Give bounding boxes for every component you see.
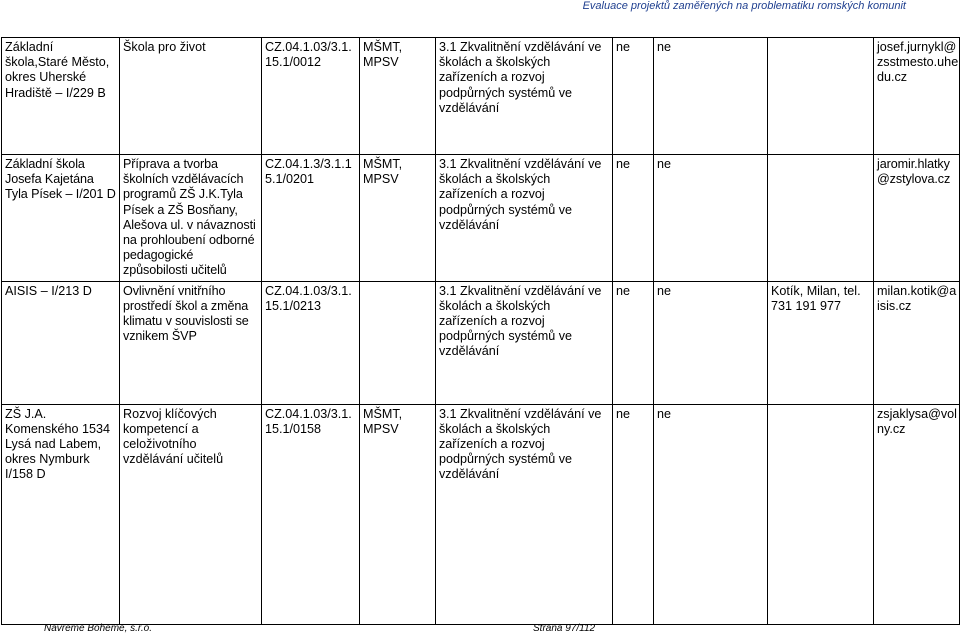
ministry-cell: MŠMT, MPSV: [360, 404, 436, 624]
project-cell: Příprava a tvorba školních vzdělávacích programů ZŠ J.K.Tyla Písek a ZŠ Bosňany, Alešova ul. v návaznosti na prohloubení odborné pedagogické způsobilosti učitelů: [120, 155, 262, 282]
ministry-cell: [360, 281, 436, 404]
measure-cell: 3.1 Zkvalitnění vzdělávání ve školách a školských zařízeních a rozvoj podpůrných systémů ve vzdělávání: [436, 38, 613, 155]
contact-cell: [768, 155, 874, 282]
ministry-cell: MŠMT, MPSV: [360, 38, 436, 155]
project-cell: Rozvoj klíčových kompetencí a celoživotního vzdělávání učitelů: [120, 404, 262, 624]
table-row: [2, 404, 960, 624]
table-row: [2, 38, 960, 155]
contact-cell: [768, 404, 874, 624]
code-cell: CZ.04.1.03/3.1. 15.1/0012: [262, 38, 360, 155]
page-header: Evaluace projektů zaměřených na problematiku romských komunit: [582, 0, 906, 12]
code-cell: CZ.04.1.3/3.1.1 5.1/0201: [262, 155, 360, 282]
flag-cell-b: ne: [654, 38, 768, 155]
email-cell: josef.jurnykl@ zsstmesto.uhe du.cz: [874, 38, 960, 155]
flag-cell-b: ne: [654, 281, 768, 404]
measure-cell: 3.1 Zkvalitnění vzdělávání ve školách a školských zařízeních a rozvoj podpůrných systémů ve vzdělávání: [436, 281, 613, 404]
flag-cell-a: ne: [613, 38, 654, 155]
ministry-cell: MŠMT, MPSV: [360, 155, 436, 282]
footer-page-number: Strana 97/112: [533, 623, 596, 634]
projects-table: [1, 37, 960, 625]
flag-cell-a: ne: [613, 155, 654, 282]
project-cell: Ovlivnění vnitřního prostředí škol a změna klimatu v souvislosti se vznikem ŠVP: [120, 281, 262, 404]
measure-cell: 3.1 Zkvalitnění vzdělávání ve školách a školských zařízeních a rozvoj podpůrných systémů ve vzdělávání: [436, 155, 613, 282]
email-cell: milan.kotik@a isis.cz: [874, 281, 960, 404]
measure-cell: 3.1 Zkvalitnění vzdělávání ve školách a školských zařízeních a rozvoj podpůrných systémů ve vzdělávání: [436, 404, 613, 624]
table-row: [2, 281, 960, 404]
code-cell: CZ.04.1.03/3.1. 15.1/0213: [262, 281, 360, 404]
email-cell: jaromir.hlatky @zstylova.cz: [874, 155, 960, 282]
code-cell: CZ.04.1.03/3.1. 15.1/0158: [262, 404, 360, 624]
school-cell: ZŠ J.A. Komenského 1534 Lysá nad Labem, okres Nymburk I/158 D: [2, 404, 120, 624]
flag-cell-b: ne: [654, 404, 768, 624]
footer-company: Navreme Boheme, s.r.o.: [44, 623, 153, 634]
contact-cell: [768, 38, 874, 155]
school-cell: Základní škola,Staré Město, okres Uherské Hradiště – I/229 B: [2, 38, 120, 155]
school-cell: Základní škola Josefa Kajetána Tyla Písek – I/201 D: [2, 155, 120, 282]
flag-cell-b: ne: [654, 155, 768, 282]
flag-cell-a: ne: [613, 404, 654, 624]
table-row: [2, 155, 960, 282]
flag-cell-a: ne: [613, 281, 654, 404]
project-cell: Škola pro život: [120, 38, 262, 155]
contact-cell: Kotík, Milan, tel. 731 191 977: [768, 281, 874, 404]
school-cell: AISIS – I/213 D: [2, 281, 120, 404]
email-cell: zsjaklysa@vol ny.cz: [874, 404, 960, 624]
